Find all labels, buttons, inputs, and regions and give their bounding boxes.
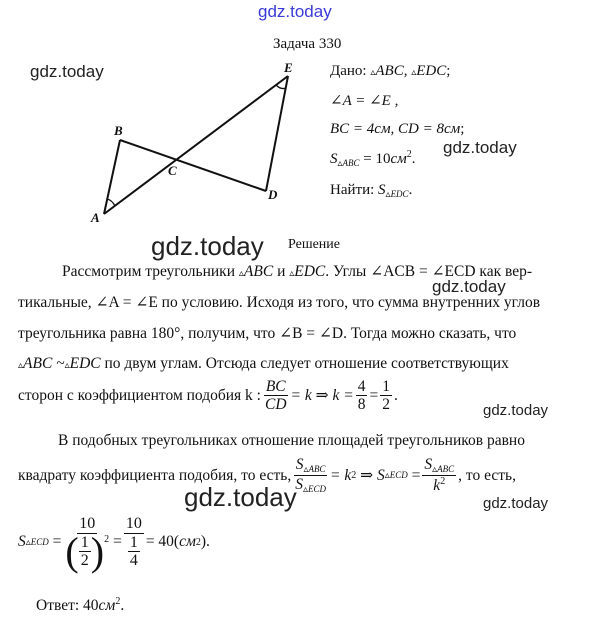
- fraction-bc-cd: $\frac{BC}{CD}$: [264, 378, 287, 414]
- p1-line-3: треугольника равна 180°, получим, что ∠B = ∠D. Тогда можно сказать, что: [18, 325, 517, 342]
- given-line-1: Дано: ▵ABC, ▵EDC;: [330, 63, 451, 79]
- fraction-area-ratio: $\frac{S_{▵ABC}}{S_{▵ECD}}$: [295, 456, 326, 495]
- given-line-4: $S_{▵ABC} = 10см^2$.: [330, 149, 416, 169]
- angle-arc-a: [107, 199, 115, 206]
- watermark-top: gdz.today: [258, 2, 332, 21]
- p2-line-1: В подобных треугольниках отношение площадей треугольников равно: [58, 432, 525, 449]
- watermark: gdz.today: [483, 402, 549, 419]
- fraction-s-over-k2: $\frac{S_{▵ABC}}{k^2}$: [424, 456, 455, 495]
- watermark: gdz.today: [184, 482, 297, 512]
- label-e: E: [284, 60, 293, 75]
- given-line-3: BC = 4см, CD = 8см;: [330, 121, 465, 137]
- p1-line-2: тикальные, ∠A = ∠E по условию. Исходя из того, что сумма внутренних углов: [18, 294, 541, 311]
- fraction-4-8: $\frac{4}{8}$: [357, 378, 366, 414]
- fraction-10-over-half-squared: 10 ( $\frac{1}{2}$ ) $^2$: [65, 515, 110, 574]
- watermark: gdz.today: [432, 277, 506, 296]
- given-line-2: ∠A = ∠E ,: [330, 93, 399, 109]
- watermark: gdz.today: [151, 231, 264, 261]
- given-line-5: Найти: $S_{▵EDC}$.: [330, 182, 413, 200]
- segment-ed: [266, 76, 288, 191]
- label-a: A: [91, 210, 100, 225]
- answer: Ответ: $40см^2$.: [36, 596, 125, 614]
- p2-line-2: квадрату коэффициента подобия, то есть, $\frac{S_{▵ABC}}{S_{▵ECD}}$ = k 2 ⇒ S ▵ECD = $\frac{S_{▵ABC}}{k^2}$ , то есть,: [18, 456, 516, 495]
- label-b: B: [114, 123, 123, 138]
- watermark: gdz.today: [443, 138, 517, 157]
- watermark: gdz.today: [30, 62, 104, 81]
- p1-line-5: сторон с коэффициентом подобия k : $\frac{BC}{CD}$ = k ⇒ k = $\frac{4}{8}$ = $\frac{1}{2}$ .: [18, 378, 398, 414]
- fraction-10-over-quarter: $\frac{10}{\frac{1}{4}}$: [125, 515, 142, 570]
- watermark: gdz.today: [483, 495, 549, 512]
- calc-line: S ▵ECD = 10 ( $\frac{1}{2}$ ) $^2$ = $\frac{10}{\frac{1}{4}}$ = 40( см 2 ).: [18, 515, 210, 574]
- p1-line-4: ▵ABC ~▵EDC по двум углам. Отсюда следует отношение соответствующих: [18, 355, 509, 372]
- p1-line-1: Рассмотрим треугольники ▵ABC и ▵EDC. Углы ∠ACB = ∠ECD как вер-: [62, 263, 533, 280]
- label-d: D: [268, 187, 278, 202]
- angle-arc-e: [276, 85, 286, 89]
- fraction-1-2: $\frac{1}{2}$: [382, 378, 390, 414]
- label-c: C: [168, 163, 177, 178]
- solution-heading: Решение: [288, 237, 341, 252]
- problem-title: Задача 330: [273, 36, 342, 52]
